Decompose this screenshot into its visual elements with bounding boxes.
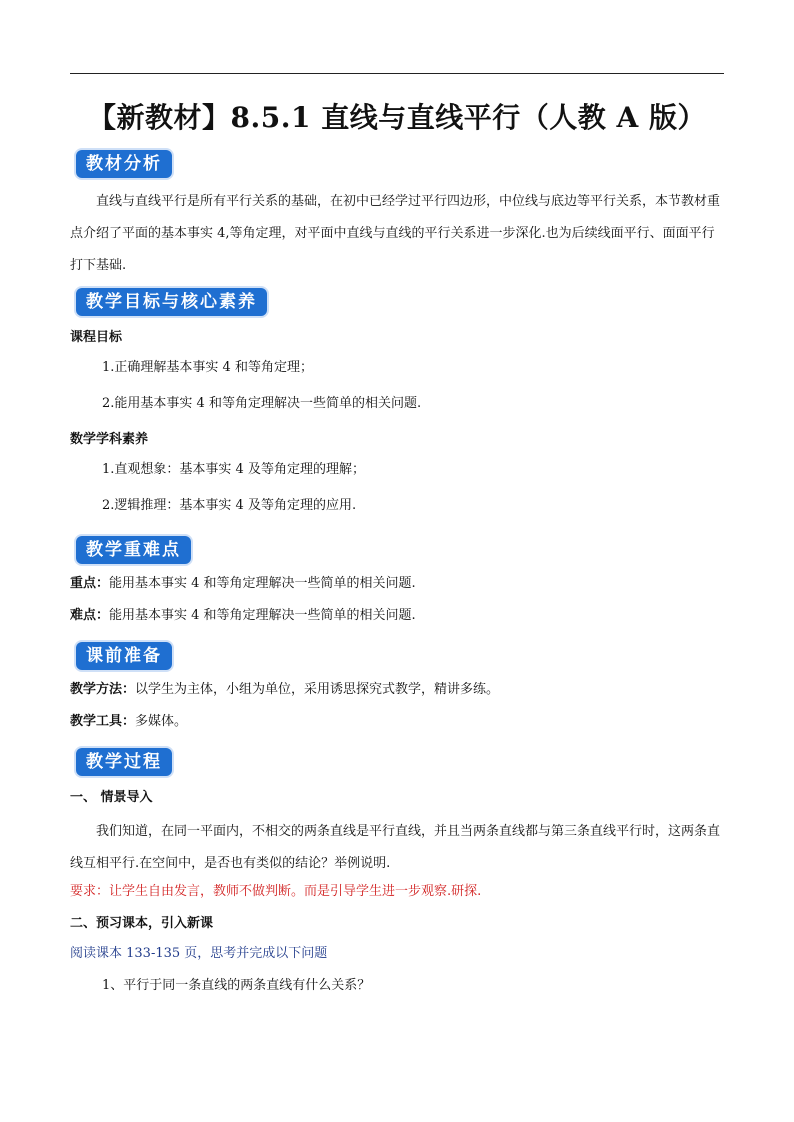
key-point-text: 能用基本事实 4 和等角定理解决一些简单的相关问题. <box>109 576 416 591</box>
literacy-item: 1.直观想象：基本事实 4 及等角定理的理解； <box>102 462 365 477</box>
section-badge-prep: 课前准备 <box>76 642 172 670</box>
key-point <box>70 572 724 596</box>
part1-title: 一、 情景导入 <box>70 790 153 805</box>
teaching-method-text: 以学生为主体，小组为单位，采用诱思探究式教学，精讲多练。 <box>135 682 500 697</box>
section-badge-keypoints: 教学重难点 <box>76 536 191 564</box>
section-badge-process: 教学过程 <box>76 748 172 776</box>
hard-point-text: 能用基本事实 4 和等角定理解决一些简单的相关问题. <box>109 608 416 623</box>
course-goals-label: 课程目标 <box>70 330 123 345</box>
analysis-paragraph: 直线与直线平行是所有平行关系的基础，在初中已经学过平行四边形，中位线与底边等平行关系，本节教材重点介绍了平面的基本事实 4,等角定理，对平面中直线与直线的平行关系进一步深化.也为后续线面平行、面面平行打下基础. <box>70 194 721 273</box>
key-point-label: 重点： <box>70 576 110 591</box>
requirement-note: 要求：让学生自由发言，教师不做判断。而是引导学生进一步观察.研探. <box>70 884 482 899</box>
teaching-method <box>70 678 724 702</box>
course-goal-item: 1.正确理解基本事实 4 和等角定理； <box>102 360 313 375</box>
header-rule <box>70 73 724 74</box>
question-item: 1、平行于同一条直线的两条直线有什么关系？ <box>102 978 371 993</box>
literacy-item: 2.逻辑推理：基本事实 4 及等角定理的应用. <box>102 498 357 513</box>
part2-title: 二、预习课本，引入新课 <box>70 916 214 931</box>
literacy-label: 数学学科素养 <box>70 432 149 447</box>
teaching-tool-label: 教学工具： <box>70 714 136 729</box>
reading-instruction: 阅读课本 133-135 页，思考并完成以下问题 <box>70 946 328 961</box>
course-goal-item: 2.能用基本事实 4 和等角定理解决一些简单的相关问题. <box>102 396 422 411</box>
section-badge-goals: 教学目标与核心素养 <box>76 288 267 316</box>
document-page <box>70 96 724 1010</box>
teaching-method-label: 教学方法： <box>70 682 136 697</box>
teaching-tool-text: 多媒体。 <box>135 714 188 729</box>
document-title: 【新教材】8.5.1 直线与直线平行（人教 A 版） <box>88 101 706 134</box>
section-badge-analysis: 教材分析 <box>76 150 172 178</box>
hard-point-label: 难点： <box>70 608 110 623</box>
part1-paragraph: 我们知道，在同一平面内，不相交的两条直线是平行直线，并且当两条直线都与第三条直线平行时，这两条直线互相平行.在空间中，是否也有类似的结论？举例说明. <box>70 824 721 871</box>
hard-point <box>70 604 724 628</box>
teaching-tool <box>70 710 724 734</box>
